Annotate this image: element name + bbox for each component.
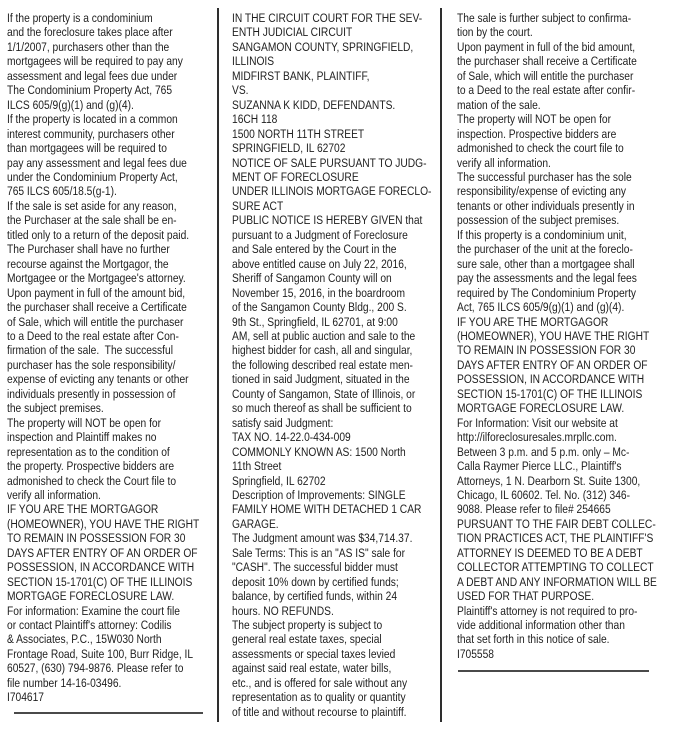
column-divider-2 bbox=[440, 8, 442, 722]
notice-end-rule-1 bbox=[14, 712, 203, 714]
legal-notice-column-3: The sale is further subject to confirma- tion by the court. Upon payment in full of the bid amount, the purchaser shall receive a Certificate of Sale, which will entitle the purchaser to a Deed to the real estate after confir- mation of the sale. The property will NOT be open for inspection. Prospective bidders are admonished to check the court file to verify all information. The successful purchaser has the sole responsibility/expense of evicting any tenants or other individuals presently in possession of the subject premises. If this property is a condominium unit, the purchaser of the unit at the foreclo- sure sale, other than a mortgagee shall pay the assessments and the legal fees required by The Condominium Property Act, 765 ILCS 605/9(g)(1) and (g)(4). IF YOU ARE THE MORTGAGOR (HOMEOWNER), YOU HAVE THE RIGHT TO REMAIN IN POSSESSION FOR 30 DAYS AFTER ENTRY OF AN ORDER OF POSSESSION, IN ACCORDANCE WITH SECTION 15-1701(C) OF THE ILLINOIS MORTGAGE FORECLOSURE LAW. For Information: Visit our website at http://ilforeclosuresales.mrpllc.com. Between 3 p.m. and 5 p.m. only – Mc- Calla Raymer Pierce LLC., Plaintiff's Attorneys, 1 N. Dearborn St. Suite 1300, Chicago, IL 60602. Tel. No. (312) 346- 9088. Please refer to file# 254665 PURSUANT TO THE FAIR DEBT COLLEC- TION PRACTICES ACT, THE PLAINTIFF'S ATTORNEY IS DEEMED TO BE A DEBT COLLECTOR ATTEMPTING TO COLLECT A DEBT AND ANY INFORMATION WILL BE USED FOR THAT PURPOSE. Plaintiff's attorney is not required to pro- vide additional information other than that set forth in this notice of sale. I705558 bbox=[457, 11, 657, 661]
legal-notice-column-1: If the property is a condominium and the foreclosure takes place after 1/1/2007, purchasers other than the mortgagees will be required to pay any assessment and legal fees due under The Condominium Property Act, 765 ILCS 605/9(g)(1) and (g)(4). If the property is located in a common interest community, purchasers other than mortgagees will be required to pay any assessment and legal fees due under the Condominium Property Act, 765 ILCS 605/18.5(g-1). If the sale is set aside for any reason, the Purchaser at the sale shall be en- titled only to a return of the deposit paid. The Purchaser shall have no further recourse against the Mortgagor, the Mortgagee or the Mortgagee's attorney. Upon payment in full of the amount bid, the purchaser shall receive a Certificate of Sale, which will entitle the purchaser to a Deed to the real estate after Con- firmation of the sale. The successful purchaser has the sole responsibility/ expense of evicting any tenants or other individuals presently in possession of the subject premises. The property will NOT be open for inspection and Plaintiff makes no representation as to the condition of the property. Prospective bidders are admonished to check the Court file to verify all information. IF YOU ARE THE MORTGAGOR (HOMEOWNER), YOU HAVE THE RIGHT TO REMAIN IN POSSESSION FOR 30 DAYS AFTER ENTRY OF AN ORDER OF POSSESSION, IN ACCORDANCE WITH SECTION 15-1701(C) OF THE ILLINOIS MORTGAGE FORECLOSURE LAW. For information: Examine the court file or contact Plaintiff's attorney: Codilis & Associates, P.C., 15W030 North Frontage Road, Suite 100, Burr Ridge, IL 60527, (630) 794-9876. Please refer to file number 14-16-03496. I704617 bbox=[7, 11, 200, 705]
legal-notice-column-2: IN THE CIRCUIT COURT FOR THE SEV- ENTH JUDICIAL CIRCUIT SANGAMON COUNTY, SPRINGFIELD, ILLINOIS MIDFIRST BANK, PLAINTIFF, VS. SUZANNA K KIDD, DEFENDANTS. 16CH 118 1500 NORTH 11TH STREET SPRINGFIELD, IL 62702 NOTICE OF SALE PURSUANT TO JUDG- MENT OF FORECLOSURE UNDER ILLINOIS MORTGAGE FORECLO- SURE ACT PUBLIC NOTICE IS HEREBY GIVEN that pursuant to a Judgment of Foreclosure and Sale entered by the Court in the above entitled cause on July 22, 2016, Sheriff of Sangamon County will on November 15, 2016, in the boardroom of the Sangamon County Bldg., 200 S. 9th St., Springfield, IL 62701, at 9:00 AM, sell at public auction and sale to the highest bidder for cash, all and singular, the following described real estate men- tioned in said Judgment, situated in the County of Sangamon, State of Illinois, or so much thereof as shall be sufficient to satisfy said Judgment: TAX NO. 14-22.0-434-009 COMMONLY KNOWN AS: 1500 North 11th Street Springfield, IL 62702 Description of Improvements: SINGLE FAMILY HOME WITH DETACHED 1 CAR GARAGE. The Judgment amount was $34,714.37. Sale Terms: This is an "AS IS" sale for "CASH". The successful bidder must deposit 10% down by certified funds; balance, by certified funds, within 24 hours. NO REFUNDS. The subject property is subject to general real estate taxes, special assessments or special taxes levied against said real estate, water bills, etc., and is offered for sale without any representation as to quality or quantity of title and without recourse to plaintiff. bbox=[232, 11, 432, 719]
column-divider-1 bbox=[217, 8, 219, 722]
notice-end-rule-2 bbox=[458, 670, 649, 672]
